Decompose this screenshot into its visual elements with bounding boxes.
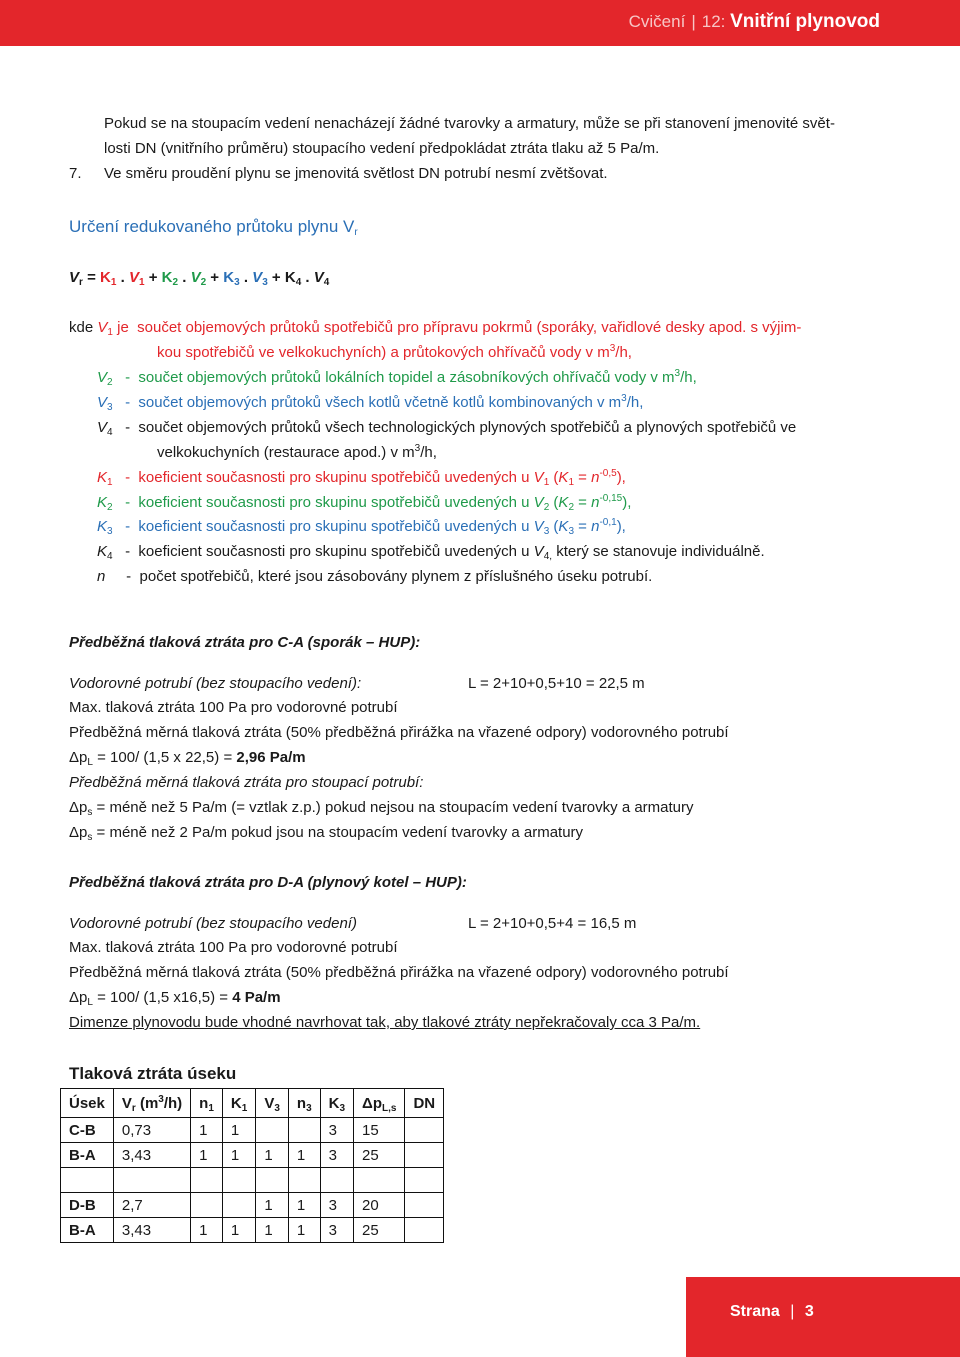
ca-dps1-text: = méně než 5 Pa/m (= vztlak z.p.) pokud nejsou na stoupacím vedení tvarovky a armatury: [96, 799, 694, 816]
header-chapter-title: Vnitřní plynovod: [730, 11, 880, 32]
definition-k2: $K_2$ - koeficient současnosti pro skupinu spotřebičů uvedených u $V_2$ $(K_2 = n^{-0,15})$,: [97, 493, 632, 513]
da-max-loss: Max. tlaková ztráta 100 Pa pro vodorovné potrubí: [69, 939, 398, 956]
table-row-empty: [61, 1168, 444, 1193]
reduced-flow-heading-sub: r: [354, 227, 358, 238]
cell-k1: 1: [222, 1218, 255, 1243]
reduced-flow-formula: $V_r = K_1$ . $V_1 + K_2$ . $V_2 + K_3$ . $V_3 + K_4$ . $V_4$: [69, 269, 330, 288]
header-dpls: $\Delta p_{L,s}$: [354, 1089, 405, 1118]
header-k3: $K_3$: [320, 1089, 353, 1118]
da-specific-loss: Předběžná měrná tlaková ztráta (50% předběžná přirážka na vřazené odpory) vodorovného potrubí: [69, 964, 729, 981]
pressure-loss-table: [60, 1088, 444, 1243]
section-ca-title: Předběžná tlaková ztráta pro C-A (sporák – HUP):: [69, 634, 421, 651]
cell-k1: 1: [222, 1118, 255, 1143]
k4-text: koeficient současnosti pro skupinu spotřebičů uvedených u: [138, 543, 530, 560]
item-7-number: 7.: [69, 165, 82, 182]
v1-unit-suffix: /h,: [615, 344, 632, 361]
cell-dn: [405, 1143, 444, 1168]
cell-k3: 3: [320, 1193, 353, 1218]
v2-unit-suffix: /h,: [680, 369, 697, 386]
cell-n3: 1: [288, 1193, 320, 1218]
cell-v3: 1: [256, 1193, 289, 1218]
cell-dpls: 25: [354, 1218, 405, 1243]
cell-n1: 1: [191, 1143, 223, 1168]
cell-n1: 1: [191, 1218, 223, 1243]
definition-k1: $K_1$ - koeficient současnosti pro skupinu spotřebičů uvedených u $V_1$ $(K_1 = n^{-0,5})$,: [97, 468, 626, 488]
ca-riser-label: Předběžná měrná tlaková ztráta pro stoupací potrubí:: [69, 774, 424, 791]
v3-text: součet objemových průtoků všech kotlů včetně kotlů kombinovaných v m: [138, 394, 622, 411]
cell-n3: [288, 1118, 320, 1143]
k1-text: koeficient současnosti pro skupinu spotřebičů uvedených u: [138, 469, 530, 486]
cell-v3: 1: [256, 1143, 289, 1168]
reduced-flow-heading: [69, 217, 358, 237]
k2-text: koeficient současnosti pro skupinu spotřebičů uvedených u: [138, 494, 530, 511]
definition-v4-cont: velkokuchyních (restaurace apod.) v $m^3/h$,: [157, 443, 437, 461]
header-number: 12:: [701, 12, 726, 31]
cell-vr: 3,43: [113, 1218, 190, 1243]
definition-v3: $V_3$ - součet objemových průtoků všech kotlů včetně kotlů kombinovaných v $m^3/h$,: [97, 393, 644, 413]
header-n3: $n_3$: [288, 1089, 320, 1118]
header-prefix: Cvičení: [628, 12, 686, 31]
header-usek: Úsek: [61, 1089, 114, 1118]
je-word: je: [117, 319, 129, 336]
cell-vr: 3,43: [113, 1143, 190, 1168]
item-7-text: Ve směru proudění plynu se jmenovitá světlost DN potrubí nesmí zvětšovat.: [104, 165, 608, 182]
header-n1: $n_1$: [191, 1089, 223, 1118]
table-row: [61, 1193, 444, 1218]
header-k1: $K_1$: [222, 1089, 255, 1118]
ca-dpl-result: 2,96 Pa/m: [236, 749, 306, 766]
cell-k3: 3: [320, 1218, 353, 1243]
cell-dn: [405, 1118, 444, 1143]
page-label: Strana: [730, 1303, 780, 1320]
k2-exponent: -0,15: [599, 493, 623, 504]
cell-dpls: 25: [354, 1143, 405, 1168]
cell-n1: 1: [191, 1118, 223, 1143]
cell-dpls: 15: [354, 1118, 405, 1143]
da-dpl-equation: $\Delta p_L = 100/$ (1,5 x16,5) = 4 Pa/m: [69, 989, 281, 1008]
ca-dps-1: $\Delta p_s$ = méně než 5 Pa/m (= vztlak z.p.) pokud nejsou na stoupacím vedení tvarovky a armatury: [69, 799, 694, 818]
ca-dpl-equation: $\Delta p_L = 100/$ (1,5 x 22,5) = 2,96 Pa/m: [69, 749, 306, 768]
cell-n3: 1: [288, 1143, 320, 1168]
header-vr: $V_r$ $(m^3/h)$: [113, 1089, 190, 1118]
cell-n3: 1: [288, 1218, 320, 1243]
cell-n1: [191, 1193, 223, 1218]
ca-max-loss: Max. tlaková ztráta 100 Pa pro vodorovné potrubí: [69, 699, 398, 716]
reduced-flow-heading-text: Určení redukovaného průtoku plynu V: [69, 217, 355, 236]
header-title: Cvičení | 12: Vnitřní plynovod: [628, 11, 880, 32]
cell-k1: [222, 1193, 255, 1218]
ca-specific-loss: Předběžná měrná tlaková ztráta (50% předběžná přirážka na vřazené odpory) vodorovného potrubí: [69, 724, 729, 741]
definition-k3: $K_3$ - koeficient současnosti pro skupinu spotřebičů uvedených u $V_3$ $(K_3 = n^{-0,1})$,: [97, 517, 626, 537]
footer-box: [686, 1277, 960, 1357]
ca-horizontal-label: Vodorovné potrubí (bez stoupacího vedení):: [69, 675, 362, 692]
cell-k1: 1: [222, 1143, 255, 1168]
table-title: Tlaková ztráta úseku: [69, 1064, 237, 1083]
da-dpl-result: 4 Pa/m: [232, 989, 281, 1006]
cell-usek: C-B: [61, 1118, 114, 1143]
v4-line-2: velkokuchyních (restaurace apod.) v m: [157, 444, 415, 461]
table-row: [61, 1143, 444, 1168]
v2-text: součet objemových průtoků lokálních topidel a zásobníkových ohřívačů vody v m: [138, 369, 675, 386]
header-v3: $V_3$: [256, 1089, 289, 1118]
cell-usek: D-B: [61, 1193, 114, 1218]
ca-dpl-eq: = 100/ (1,5 x 22,5) =: [97, 749, 233, 766]
definition-n: n - počet spotřebičů, které jsou zásobovány plynem z příslušného úseku potrubí.: [97, 568, 653, 585]
cell-usek: B-A: [61, 1143, 114, 1168]
v3-unit-suffix: /h,: [626, 394, 644, 411]
definition-v4: $V_4$ - součet objemových průtoků všech technologických plynových spotřebičů a plynových spotřebičů ve: [97, 419, 797, 438]
cell-dn: [405, 1193, 444, 1218]
definition-k4: $K_4$ - koeficient současnosti pro skupinu spotřebičů uvedených u $V_{4,}$ který se stanovuje individuálně.: [97, 543, 765, 562]
n-text: počet spotřebičů, které jsou zásobovány plynem z příslušného úseku potrubí.: [139, 568, 653, 585]
page-value: 3: [804, 1303, 814, 1320]
cell-vr: 0,73: [113, 1118, 190, 1143]
intro-line-1: Pokud se na stoupacím vedení nenacházejí žádné tvarovky a armatury, může se při stanovení jmenovité svět-: [104, 115, 835, 132]
cell-dpls: 20: [354, 1193, 405, 1218]
da-horizontal-label: Vodorovné potrubí (bez stoupacího vedení): [69, 915, 357, 932]
cell-usek: B-A: [61, 1218, 114, 1243]
cell-dn: [405, 1218, 444, 1243]
k3-text: koeficient současnosti pro skupinu spotřebičů uvedených u: [138, 518, 530, 535]
header-dn: DN: [405, 1089, 444, 1118]
page-number: Strana | 3: [730, 1303, 814, 1320]
definition-v2: $V_2$ - součet objemových průtoků lokálních topidel a zásobníkových ohřívačů vody v $m^3/h$,: [97, 368, 697, 388]
table-row: [61, 1118, 444, 1143]
definition-v1: kde $V_1$ je součet objemových průtoků spotřebičů pro přípravu pokrmů (sporáky, vařidlové desky apod. s výjim-: [69, 319, 802, 338]
da-horizontal-value: L = 2+10+0,5+4 = 16,5 m: [468, 915, 637, 932]
ca-dps2-text: = méně než 2 Pa/m pokud jsou na stoupacím vedení tvarovky a armatury: [96, 824, 584, 841]
ca-horizontal-value: L = 2+10+0,5+10 = 22,5 m: [468, 675, 645, 692]
v4-line-1: součet objemových průtoků všech technologických plynových spotřebičů a plynových spotřebičů ve: [138, 419, 797, 436]
da-dpl-eq: = 100/ (1,5 x16,5) =: [97, 989, 229, 1006]
section-da-title: Předběžná tlaková ztráta pro D-A (plynový kotel – HUP):: [69, 874, 467, 891]
table-row: [61, 1218, 444, 1243]
v1-line-1: součet objemových průtoků spotřebičů pro přípravu pokrmů (sporáky, vařidlové desky apod. s výjim-: [137, 319, 802, 336]
v4-unit-suffix: /h,: [420, 444, 437, 461]
cell-k3: 3: [320, 1143, 353, 1168]
intro-line-2: losti DN (vnitřního průměru) stoupacího vedení předpokládat ztráta tlaku až 5 Pa/m.: [104, 140, 660, 157]
cell-v3: [256, 1118, 289, 1143]
k1-exponent: -0,5: [599, 468, 617, 479]
cell-k3: 3: [320, 1118, 353, 1143]
k3-exponent: -0,1: [599, 517, 617, 528]
ca-dps-2: $\Delta p_s$ = méně než 2 Pa/m pokud jsou na stoupacím vedení tvarovky a armatury: [69, 824, 584, 843]
definition-v1-cont: kou spotřebičů ve velkokuchyních) a průtokových ohřívačů vody v $m^3/h$,: [157, 343, 632, 361]
k4-tail: který se stanovuje individuálně.: [556, 543, 765, 560]
cell-vr: 2,7: [113, 1193, 190, 1218]
cell-v3: 1: [256, 1218, 289, 1243]
kde-word: kde: [69, 319, 94, 336]
da-note: Dimenze plynovodu bude vhodné navrhovat tak, aby tlakové ztráty nepřekračovaly cca 3 Pa/m.: [69, 1014, 701, 1031]
v1-line-2: kou spotřebičů ve velkokuchyních) a průtokových ohřívačů vody v m: [157, 344, 610, 361]
table-header-row: [61, 1089, 444, 1118]
